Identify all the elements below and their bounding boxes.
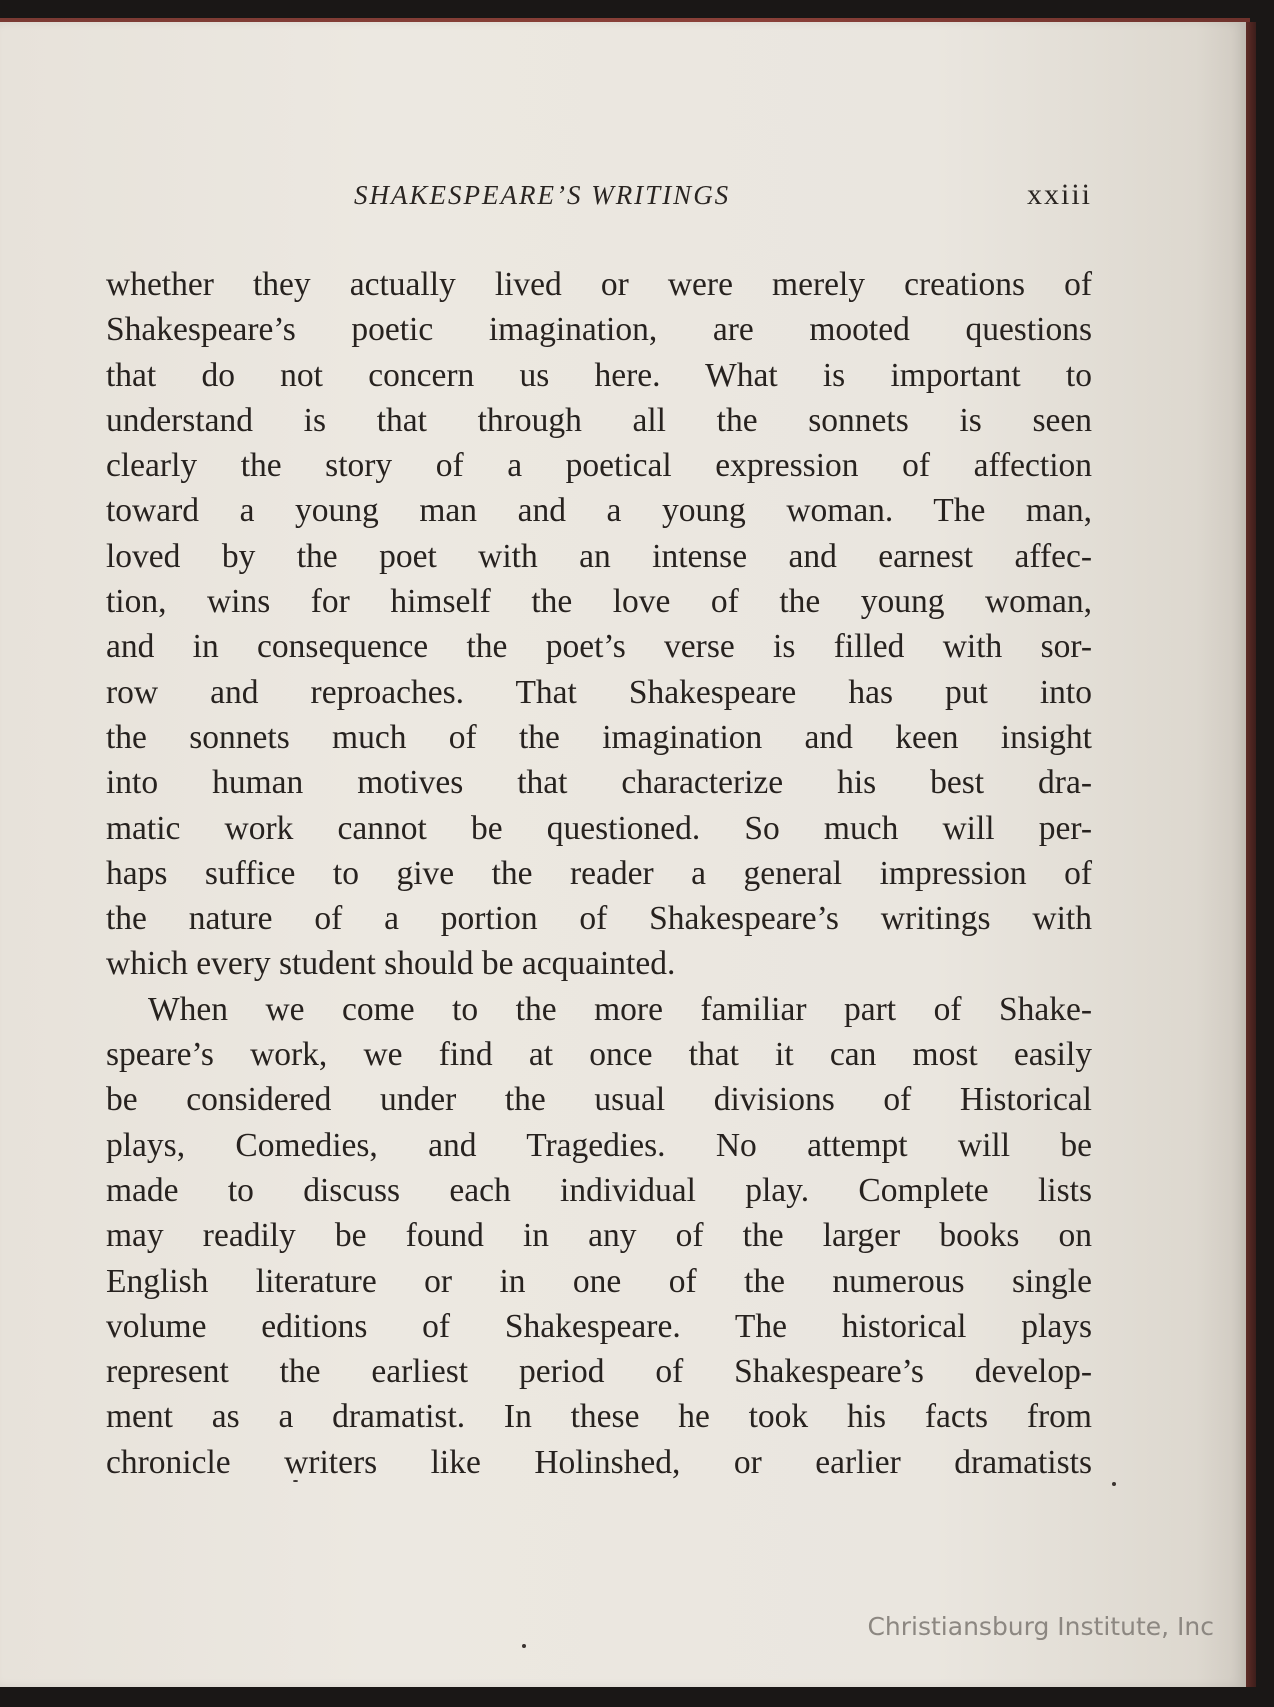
text-line: clearly the story of a poetical expression of affection [106,447,1092,485]
text-line: haps suffice to give the reader a general impression of [106,854,1092,892]
paper-speck [522,1644,526,1648]
text-line: may readily be found in any of the larger books on [106,1217,1092,1255]
text-line: English literature or in one of the numerous single [106,1262,1092,1300]
text-line: which every student should be acquainted. [106,945,676,983]
text-line: represent the earliest period of Shakespeare’s develop- [106,1353,1092,1391]
text-line: understand is that through all the sonnets is seen [106,401,1092,439]
running-title: SHAKESPEARE’S WRITINGS [354,180,731,210]
page-number: xxiii [1026,178,1092,211]
running-header [108,180,1092,224]
text-line: Shakespeare’s poetic imagination, are mooted questions [106,311,1092,349]
text-line: made to discuss each individual play. Complete lists [106,1171,1092,1209]
text-line: be considered under the usual divisions of Historical [106,1081,1092,1119]
paragraph-1 [106,262,1092,987]
text-line: the nature of a portion of Shakespeare’s writings with [106,900,1092,938]
paragraph-2 [106,987,1092,1485]
text-line: volume editions of Shakespeare. The historical plays [106,1307,1092,1345]
text-line: row and reproaches. That Shakespeare has put into [106,673,1092,711]
watermark: Christiansburg Institute, Inc [867,1612,1214,1641]
paper-speck [1112,1482,1116,1486]
text-line: matic work cannot be questioned. So much will per- [106,809,1092,847]
book-cover-edge-right [1246,22,1256,1687]
text-line: whether they actually lived or were merely creations of [106,266,1092,303]
text-line: and in consequence the poet’s verse is filled with sor- [106,628,1092,666]
text-line: chronicle writers like Holinshed, or earlier dramatists [106,1443,1092,1481]
text-line: ment as a dramatist. In these he took his facts from [106,1398,1092,1436]
text-line: speare’s work, we find at once that it can most easily [106,1036,1092,1074]
text-line: toward a young man and a young woman. The man, [106,492,1092,530]
text-line: the sonnets much of the imagination and keen insight [106,718,1092,756]
text-line: that do not concern us here. What is important to [106,356,1092,394]
body-text [106,262,1092,1485]
text-line: plays, Comedies, and Tragedies. No attempt will be [106,1126,1092,1164]
text-line: into human motives that characterize his best dra- [106,764,1092,802]
text-line: When we come to the more familiar part of Shake- [148,990,1092,1028]
text-line: tion, wins for himself the love of the young woman, [106,583,1092,621]
text-line: loved by the poet with an intense and earnest affec- [106,537,1092,575]
